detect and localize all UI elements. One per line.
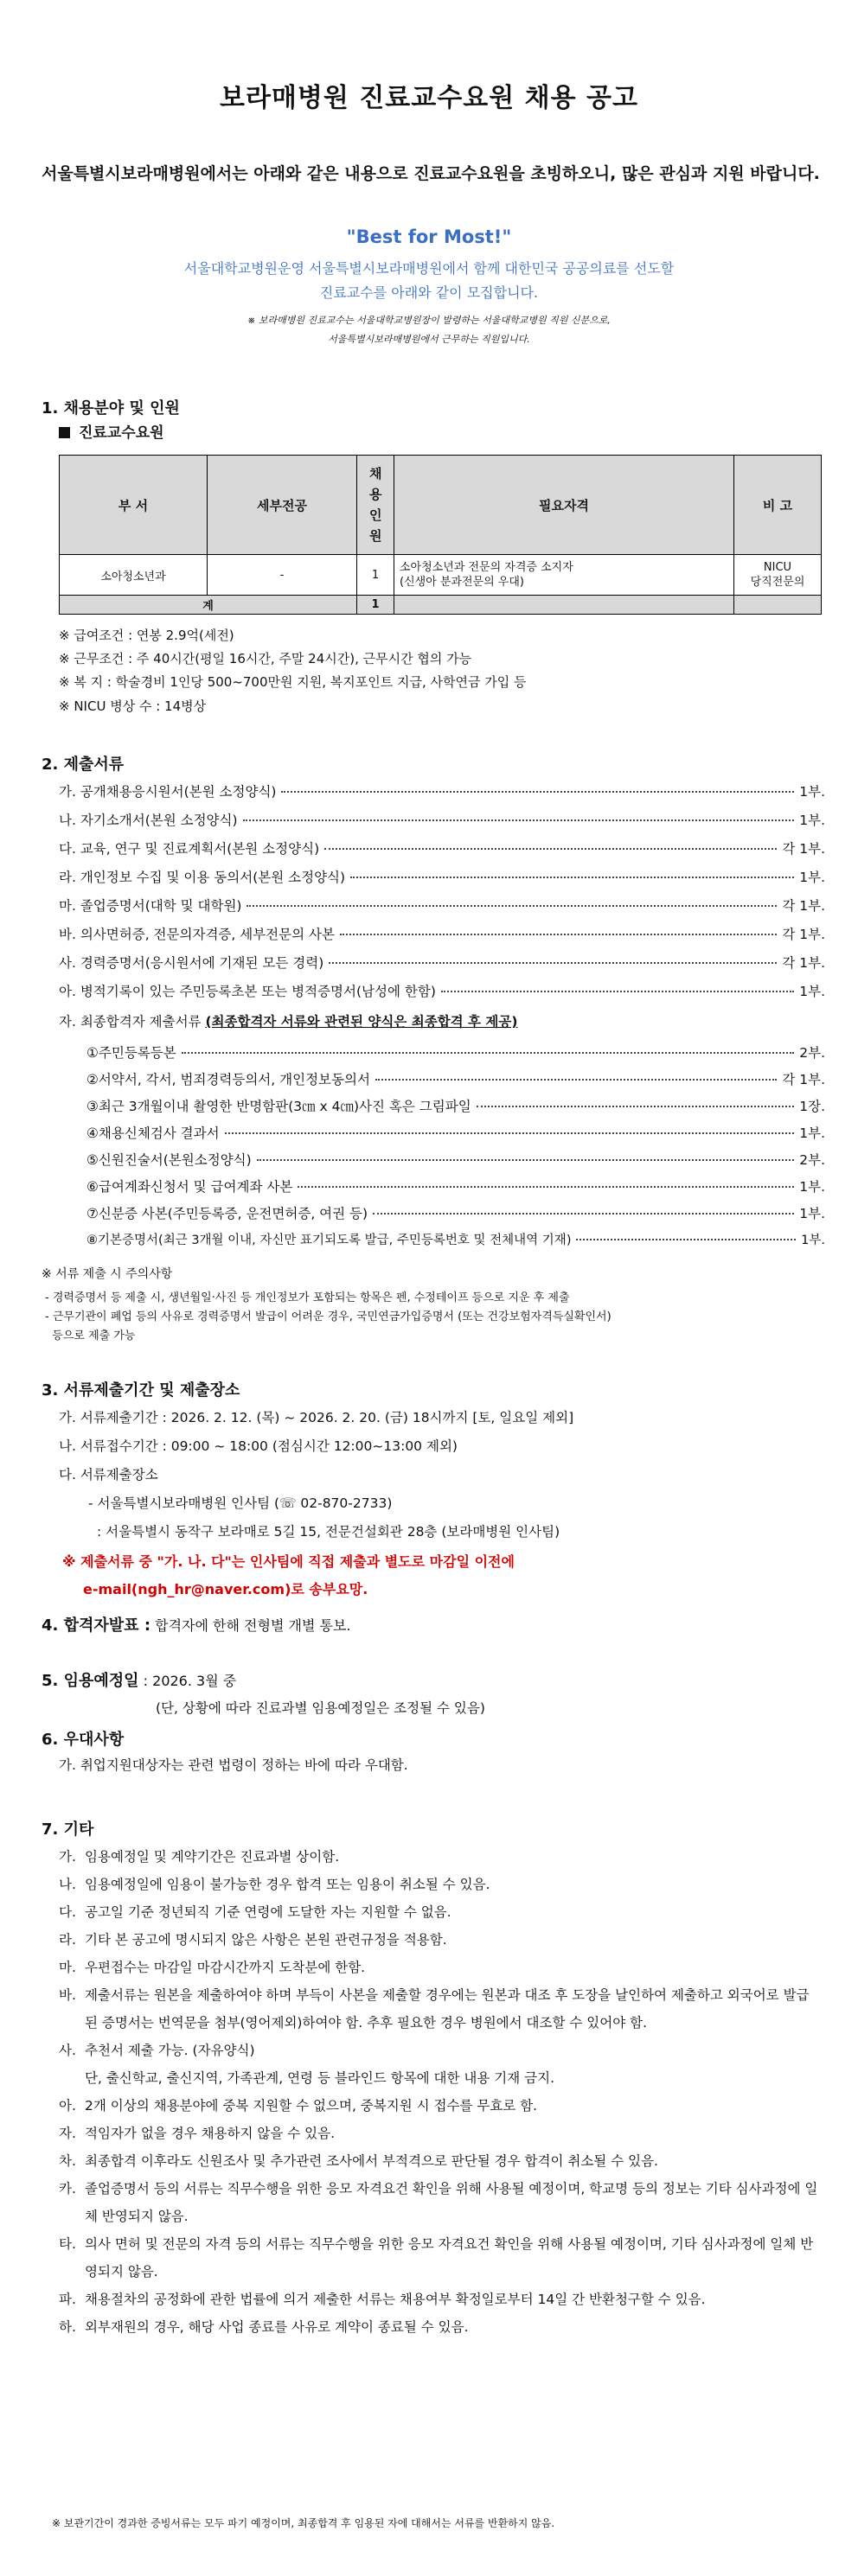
list-item — [59, 1954, 820, 1981]
leader-dots — [375, 1079, 777, 1081]
final-docs-label: 자. 최종합격자 제출서류 — [59, 1014, 206, 1030]
list-text: 최종합격 이후라도 신원조사 및 추가관련 조사에서 부적격으로 판단될 경우 합격이 취소될 수 있음. — [85, 2153, 658, 2169]
caution-line-3: 등으로 제출 가능 — [45, 1329, 136, 1342]
list-marker — [59, 2064, 85, 2092]
recruit-table — [59, 455, 822, 615]
leader-dots — [247, 905, 777, 907]
list-marker: 다. — [59, 1904, 76, 1920]
list-text: 졸업증명서 등의 서류는 직무수행을 위한 응모 자격요건 확인을 위해 사용될 예정이며, 학교명 등의 정보는 기타 심사과정에 일체 반영되지 않음. — [85, 2181, 818, 2224]
section-6-text: 가. 취업지원대상자는 관련 법령이 정하는 바에 따라 우대함. — [59, 1757, 408, 1773]
condition-welfare: ※ 복 지 : 학술경비 1인당 500~700만원 지원, 복지포인트 지급, 사학연금 가입 등 — [59, 674, 527, 690]
cell-dept: 소아청소년과 — [60, 555, 208, 596]
doc-item-count: 1부. — [799, 813, 825, 828]
final-doc-count: 1장. — [799, 1099, 825, 1114]
section-4 — [42, 1613, 351, 1636]
section-5 — [42, 1668, 236, 1691]
list-text: 기타 본 공고에 명시되지 않은 사항은 본원 관련규정을 적용함. — [85, 1932, 447, 1948]
email-notice-line-2: e-mail(ngh_hr@naver.com)로 송부요망. — [83, 1581, 368, 1597]
doc-item — [59, 838, 825, 858]
th-qual: 필요자격 — [394, 456, 734, 555]
section-5-text: : 2026. 3월 중 — [138, 1673, 237, 1689]
square-bullet-icon — [59, 427, 70, 438]
leader-dots — [257, 1159, 795, 1161]
list-item — [59, 1871, 820, 1898]
section-4-heading: 4. 합격자발표 : — [42, 1616, 151, 1635]
doc-item — [59, 781, 825, 800]
doc-item-label: 라. 개인정보 수집 및 이용 동의서(본원 소정양식) — [59, 870, 346, 885]
final-doc-item — [86, 1150, 825, 1169]
final-doc-label: ⑤신원진술서(본원소정양식) — [86, 1152, 252, 1168]
section-5-heading: 5. 임용예정일 — [42, 1672, 139, 1690]
leader-dots — [477, 1106, 795, 1107]
final-doc-label: ⑦신분증 사본(주민등록증, 운전면허증, 여권 등) — [86, 1206, 368, 1221]
final-doc-count: 1부. — [799, 1125, 825, 1141]
submit-place-label: 다. 서류제출장소 — [59, 1467, 158, 1482]
final-doc-item — [86, 1069, 825, 1088]
cell-count: 1 — [357, 555, 394, 596]
table-total-row — [60, 596, 822, 615]
list-text: 단, 출신학교, 출신지역, 가족관계, 연령 등 블라인드 항목에 대한 내용 기재 금지. — [85, 2070, 554, 2086]
leader-dots — [243, 819, 795, 821]
list-item — [59, 2313, 820, 2341]
note-line-1: ※ 보라매병원 진료교수는 서울대학교병원장이 발령하는 서울대학교병원 직원 신분으로, — [247, 315, 611, 326]
submit-place-address: : 서울특별시 동작구 보라매로 5길 15, 전문건설회관 28층 (보라매병원 인사팀) — [97, 1524, 560, 1540]
section-1-subheading — [59, 420, 164, 442]
list-text: 공고일 기준 정년퇴직 기준 연령에 도달한 자는 지원할 수 없음. — [85, 1904, 451, 1920]
list-text: 2개 이상의 채용분야에 중복 지원할 수 없으며, 중복지원 시 접수를 무효로 함. — [85, 2098, 538, 2114]
doc-item-count: 1부. — [799, 870, 825, 885]
list-text: 제출서류는 원본을 제출하여야 하며 부득이 사본을 제출할 경우에는 원본과 대조 후 도장을 날인하여 제출하고 외국어로 발급된 증명서는 번역문을 첨부(영어제외)하여야 함. 추후 필요한 경우 병원에서 대조할 수 있어야 함. — [85, 1987, 810, 2031]
condition-salary: ※ 급여조건 : 연봉 2.9억(세전) — [59, 628, 234, 643]
leader-dots — [281, 791, 794, 793]
leader-dots — [441, 991, 794, 992]
doc-item-count: 각 1부. — [782, 841, 825, 857]
table-header-row — [60, 456, 822, 555]
section-6-heading: 6. 우대사항 — [42, 1731, 125, 1749]
qual-line-2: (신생아 분과전문의 우대) — [400, 576, 524, 589]
doc-item — [59, 896, 825, 915]
final-doc-count: 2부. — [799, 1152, 825, 1168]
th-count — [357, 456, 394, 555]
doc-item-count: 각 1부. — [782, 927, 825, 942]
list-text: 우편접수는 마감일 마감시간까지 도착분에 한함. — [85, 1960, 366, 1975]
doc-item-label: 다. 교육, 연구 및 진료계획서(본원 소정양식) — [59, 841, 320, 857]
list-item — [59, 2092, 820, 2120]
list-item — [59, 2120, 820, 2147]
final-doc-item — [86, 1176, 825, 1196]
final-doc-label: ④채용신체검사 결과서 — [86, 1125, 220, 1141]
table-row — [60, 555, 822, 596]
doc-item — [59, 924, 825, 943]
leader-dots — [340, 934, 777, 935]
list-marker: 하. — [59, 2319, 76, 2335]
th-note: 비 고 — [734, 456, 822, 555]
cell-qual — [394, 555, 734, 596]
doc-item-label: 가. 공개채용응시원서(본원 소정양식) — [59, 784, 277, 800]
final-docs-emphasis: (최종합격자 서류와 관련된 양식은 최종합격 후 제공) — [205, 1014, 518, 1030]
list-marker: 카. — [59, 2181, 76, 2197]
list-item — [59, 2064, 820, 2092]
cell-total-label: 계 — [60, 596, 357, 615]
list-marker: 차. — [59, 2153, 76, 2169]
doc-item-label: 아. 병적기록이 있는 주민등록초본 또는 병적증명서(남성에 한함) — [59, 984, 436, 999]
condition-hours: ※ 근무조건 : 주 40시간(평일 16시간, 주말 24시간), 근무시간 협의 가능 — [59, 651, 472, 666]
cell-major: - — [208, 555, 357, 596]
leader-dots — [298, 1186, 794, 1188]
list-marker: 사. — [59, 2043, 76, 2058]
subheading-label: 진료교수요원 — [79, 424, 164, 442]
final-doc-label: ⑧기본증명서(최근 3개월 이내, 자신만 표기되도록 발급, 주민등록번호 및 전체내역 기재) — [86, 1234, 572, 1247]
final-doc-count: 2부. — [799, 1045, 825, 1061]
list-item — [59, 1898, 820, 1926]
list-marker: 바. — [59, 1987, 76, 2003]
list-item — [59, 1981, 820, 2037]
final-doc-item — [86, 1203, 825, 1222]
list-item — [59, 2175, 820, 2230]
list-marker: 파. — [59, 2292, 76, 2307]
list-marker: 아. — [59, 2098, 76, 2114]
list-text: 임용예정일 및 계약기간은 진료과별 상이함. — [85, 1849, 340, 1865]
page-title: 보라매병원 진료교수요원 채용 공고 — [219, 83, 639, 113]
slogan-line-1: 서울대학교병원운영 서울특별시보라매병원에서 함께 대한민국 공공의료를 선도할 — [183, 260, 675, 277]
doc-item-label: 바. 의사면허증, 전문의자격증, 세부전문의 사본 — [59, 927, 335, 942]
section-2-heading: 2. 제출서류 — [42, 756, 125, 774]
section-7-heading: 7. 기타 — [42, 1820, 94, 1839]
leader-dots — [182, 1052, 795, 1054]
final-doc-count: 1부. — [799, 1179, 825, 1195]
note-line-2: 서울특별시보라매병원에서 근무하는 직원입니다. — [328, 334, 530, 345]
final-doc-count: 1부. — [799, 1206, 825, 1221]
th-count-label: 채용인원 — [369, 466, 382, 544]
section-7-list — [59, 1843, 820, 2341]
qual-line-1: 소아청소년과 전문의 자격증 소지자 — [400, 561, 573, 574]
cell-total-empty-1 — [394, 596, 734, 615]
doc-item — [59, 867, 825, 886]
leader-dots — [350, 877, 794, 878]
cell-total-empty-2 — [734, 596, 822, 615]
final-doc-label: ③최근 3개월이내 촬영한 반명함판(3㎝ x 4㎝)사진 혹은 그림파일 — [86, 1099, 471, 1114]
th-dept: 부 서 — [60, 456, 208, 555]
caution-line-1: - 경력증명서 등 제출 시, 생년월일·사진 등 개인정보가 포함되는 항목은 펜, 수정테이프 등으로 지운 후 제출 — [45, 1291, 570, 1304]
list-marker: 자. — [59, 2126, 76, 2141]
list-marker: 라. — [59, 1932, 76, 1948]
list-marker: 마. — [59, 1960, 76, 1975]
th-major: 세부전공 — [208, 456, 357, 555]
final-doc-label: ①주민등록등본 — [86, 1045, 176, 1061]
final-doc-label: ⑥급여계좌신청서 및 급여계좌 사본 — [86, 1179, 293, 1195]
doc-item — [59, 953, 825, 972]
final-doc-count: 1부. — [801, 1234, 825, 1247]
list-item — [59, 1843, 820, 1871]
list-text: 추천서 제출 가능. (자유양식) — [85, 2043, 255, 2058]
doc-item-label: 마. 졸업증명서(대학 및 대학원) — [59, 898, 242, 914]
list-text: 외부재원의 경우, 해당 사업 종료를 사유로 계약이 종료될 수 있음. — [85, 2319, 469, 2335]
list-item — [59, 2286, 820, 2313]
list-marker: 타. — [59, 2236, 76, 2252]
submit-period: 가. 서류제출기간 : 2026. 2. 12. (목) ~ 2026. 2. 20. (금) 18시까지 [토, 일요일 제외] — [59, 1410, 574, 1425]
note-line-2: 당직전문의 — [750, 576, 805, 589]
leader-dots — [225, 1132, 795, 1134]
list-item — [59, 2147, 820, 2175]
list-item — [59, 2037, 820, 2064]
slogan-line-2: 진료교수를 아래와 같이 모집합니다. — [319, 284, 539, 301]
final-doc-count: 각 1부. — [782, 1072, 825, 1087]
list-item — [59, 2230, 820, 2286]
list-text: 채용절차의 공정화에 관한 법률에 의거 제출한 서류는 채용여부 확정일로부터 14일 간 반환청구할 수 있음. — [85, 2292, 706, 2307]
doc-item — [59, 981, 825, 1000]
doc-item-count: 각 1부. — [782, 955, 825, 971]
leader-dots — [576, 1239, 796, 1240]
cell-total-count: 1 — [357, 596, 394, 615]
final-doc-label: ②서약서, 각서, 범죄경력등의서, 개인정보동의서 — [86, 1072, 370, 1087]
note-line-1: NICU — [763, 561, 792, 574]
doc-item-label: 사. 경력증명서(응시원서에 기재된 모든 경력) — [59, 955, 324, 971]
doc-item-count: 1부. — [799, 784, 825, 800]
slogan: "Best for Most!" — [346, 226, 512, 247]
list-text: 의사 면허 및 전문의 자격 등의 서류는 직무수행을 위한 응모 자격요건 확인을 위해 사용될 예정이며, 기타 심사과정에 일체 반영되지 않음. — [85, 2236, 814, 2280]
leader-dots — [373, 1213, 794, 1215]
leader-dots — [329, 962, 777, 964]
doc-item-count: 1부. — [799, 984, 825, 999]
intro-text: 서울특별시보라매병원에서는 아래와 같은 내용으로 진료교수요원을 초빙하오니, 많은 관심과 지원 바랍니다. — [42, 164, 820, 183]
section-4-text: 합격자에 한해 전형별 개별 통보. — [150, 1617, 351, 1634]
email-notice-line-1: ※ 제출서류 중 "가. 나. 다"는 인사팀에 직접 제출과 별도로 마감일 이전에 — [62, 1553, 515, 1570]
final-doc-item — [86, 1230, 825, 1248]
final-docs-heading — [59, 1011, 517, 1030]
list-text: 적임자가 없을 경우 채용하지 않을 수 있음. — [85, 2126, 336, 2141]
final-doc-item — [86, 1043, 825, 1062]
submit-place-dept: - 서울특별시보라매병원 인사팀 (☏ 02-870-2733) — [88, 1495, 393, 1511]
list-marker: 가. — [59, 1849, 76, 1865]
final-doc-item — [86, 1123, 825, 1142]
doc-item-label: 나. 자기소개서(본원 소정양식) — [59, 813, 238, 828]
doc-item — [59, 810, 825, 829]
section-1-heading: 1. 채용분야 및 인원 — [42, 399, 180, 418]
final-doc-item — [86, 1096, 825, 1115]
leader-dots — [324, 848, 777, 850]
section-5-note: (단, 상황에 따라 진료과별 임용예정일은 조정될 수 있음) — [156, 1700, 485, 1716]
doc-item-count: 각 1부. — [782, 898, 825, 914]
submit-hours: 나. 서류접수기간 : 09:00 ~ 18:00 (점심시간 12:00~13:00 제외) — [59, 1438, 458, 1454]
footnote: ※ 보관기간이 경과한 증빙서류는 모두 파기 예정이며, 최종합격 후 임용된 자에 대해서는 서류를 반환하지 않음. — [52, 2517, 555, 2529]
list-text: 임용예정일에 임용이 불가능한 경우 합격 또는 임용이 취소될 수 있음. — [85, 1877, 490, 1892]
caution-line-2: - 근무기관이 폐업 등의 사유로 경력증명서 발급이 어려운 경우, 국민연금가입증명서 (또는 건강보험자격득실확인서) — [45, 1310, 611, 1323]
condition-beds: ※ NICU 병상 수 : 14병상 — [59, 698, 207, 714]
caution-title: ※ 서류 제출 시 주의사항 — [42, 1267, 173, 1281]
list-item — [59, 1926, 820, 1954]
section-3-heading: 3. 서류제출기간 및 제출장소 — [42, 1381, 240, 1400]
list-marker: 나. — [59, 1877, 76, 1892]
cell-note — [734, 555, 822, 596]
